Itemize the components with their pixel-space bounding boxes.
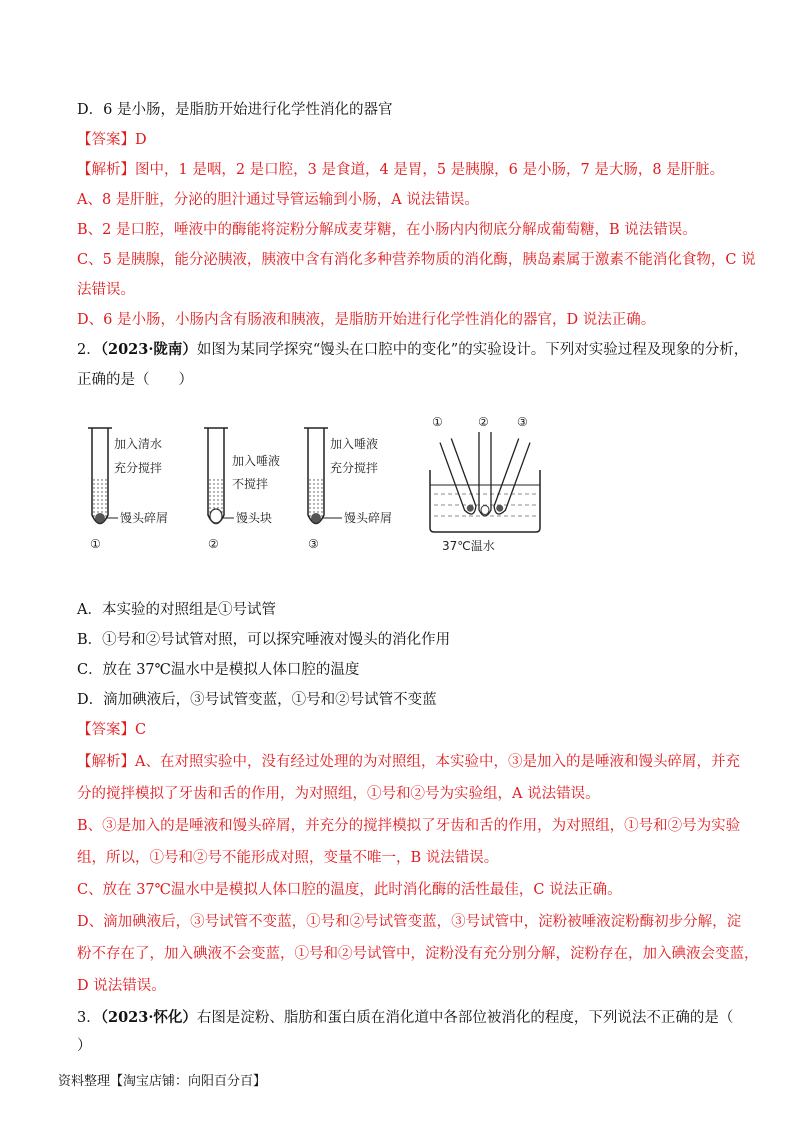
q1-analysis-c-line2: 法错误。 [77, 282, 135, 298]
q2-answer: 【答案】C [77, 722, 147, 738]
q1-analysis-a: A、8 是肝脏，分泌的胆汁通过导管运输到小肠，A 说法错误。 [77, 192, 479, 208]
test-tube-2 [204, 428, 280, 551]
q2-analysis-b-line2: 组，所以，①号和②号不能形成对照，变量不唯一，B 说法错误。 [77, 850, 499, 866]
bath-tube2-number: ② [478, 415, 489, 429]
q1-analysis-b: B、2 是口腔，唾液中的酶能将淀粉分解成麦芽糖，在小肠内内彻底分解成葡萄糖，B 说法错误。 [77, 222, 697, 238]
page-footer: 资料整理【淘宝店铺：向阳百分百】 [58, 1074, 267, 1089]
q3-stem-text: 右图是淀粉、脂肪和蛋白质在消化道中各部位被消化的程度，下列说法不正确的是（ [196, 1010, 734, 1026]
q2-analysis-a-line2: 分的搅拌模拟了牙齿和舌的作用，为对照组，①号和②号为实验组，A 说法错误。 [77, 786, 600, 802]
tube2-label-nostir: 不搅拌 [232, 477, 269, 491]
q3-stem-line1 [77, 1008, 737, 1028]
q1-answer: 【答案】D [77, 132, 147, 148]
tube3-label-crumbs: 馒头碎屑 [344, 511, 393, 525]
q2-analysis-c: C、放在 37℃温水中是模拟人体口腔的温度，此时消化酶的活性最佳，C 说法正确。 [77, 882, 622, 898]
test-tube-1 [88, 428, 168, 551]
q2-stem-line1 [77, 340, 749, 360]
experiment-figure [80, 410, 550, 560]
q2-option-a: A．本实验的对照组是①号试管 [77, 602, 276, 618]
bath-tube1-number: ① [432, 415, 443, 429]
tube2-label-block: 馒头块 [236, 511, 273, 525]
q2-option-b: B．①号和②号试管对照，可以探究唾液对馒头的消化作用 [77, 632, 451, 648]
q2-stem-text: 如图为某同学探究“馒头在口腔中的变化”的实验设计。下列对实验过程及现象的分析， [196, 342, 749, 358]
q2-stem-line2: 正确的是（ ） [77, 372, 193, 388]
q2-source: （2023·陇南） [100, 341, 197, 358]
bath-temperature-label: 37℃温水 [442, 539, 495, 553]
q1-option-d: D．6 是小肠，是脂肪开始进行化学性消化的器官 [77, 102, 393, 118]
tube2-label-saliva: 加入唾液 [232, 454, 281, 468]
q2-option-c: C．放在 37℃温水中是模拟人体口腔的温度 [77, 662, 360, 678]
test-tube-3 [304, 428, 392, 551]
q3-stem-line2: ） [77, 1038, 92, 1054]
q2-option-d: D．滴加碘液后，③号试管变蓝，①号和②号试管不变蓝 [77, 692, 437, 708]
tube3-label-stir: 充分搅拌 [330, 461, 379, 475]
q2-analysis-d-line1: D、滴加碘液后，③号试管不变蓝，①号和②号试管变蓝，③号试管中，淀粉被唾液淀粉酶初步分解，淀 [77, 914, 742, 930]
tube3-number: ③ [308, 537, 319, 551]
q2-analysis-a-line1: 【解析】A、在对照实验中，没有经过处理的为对照组，本实验中，③是加入的是唾液和馒头碎屑，并充 [77, 754, 740, 770]
tube1-number: ① [90, 537, 101, 551]
tube1-label-crumbs: 馒头碎屑 [120, 511, 169, 525]
q2-number: 2． [77, 342, 101, 358]
water-bath [430, 415, 540, 553]
q2-analysis-d-line3: D 说法错误。 [77, 978, 166, 994]
tube2-number: ② [208, 537, 219, 551]
tube1-label-water: 加入清水 [114, 437, 163, 451]
q1-analysis-d: D、6 是小肠，小肠内含有肠液和胰液，是脂肪开始进行化学性消化的器官，D 说法正确。 [77, 312, 656, 328]
q1-analysis-intro: 【解析】图中，1 是咽，2 是口腔，3 是食道，4 是胃，5 是胰腺，6 是小肠，7 是大肠，8 是肝脏。 [77, 162, 725, 178]
q3-number: 3． [77, 1010, 101, 1026]
q1-analysis-c-line1: C、5 是胰腺，能分泌胰液，胰液中含有消化多种营养物质的消化酶，胰岛素属于激素不能消化食物，C 说 [77, 252, 756, 268]
q3-source: （2023·怀化） [100, 1009, 197, 1026]
tube3-label-saliva: 加入唾液 [330, 437, 379, 451]
q2-analysis-d-line2: 粉不存在了，加入碘液不会变蓝，①号和②号试管中，淀粉没有充分别分解，淀粉存在，加入碘液会变蓝， [77, 946, 759, 962]
bath-tube3-number: ③ [517, 415, 528, 429]
tube1-label-stir: 充分搅拌 [114, 461, 163, 475]
q2-analysis-b-line1: B、③是加入的是唾液和馒头碎屑，并充分的搅拌模拟了牙齿和舌的作用，为对照组，①号和②号为实验 [77, 818, 741, 834]
